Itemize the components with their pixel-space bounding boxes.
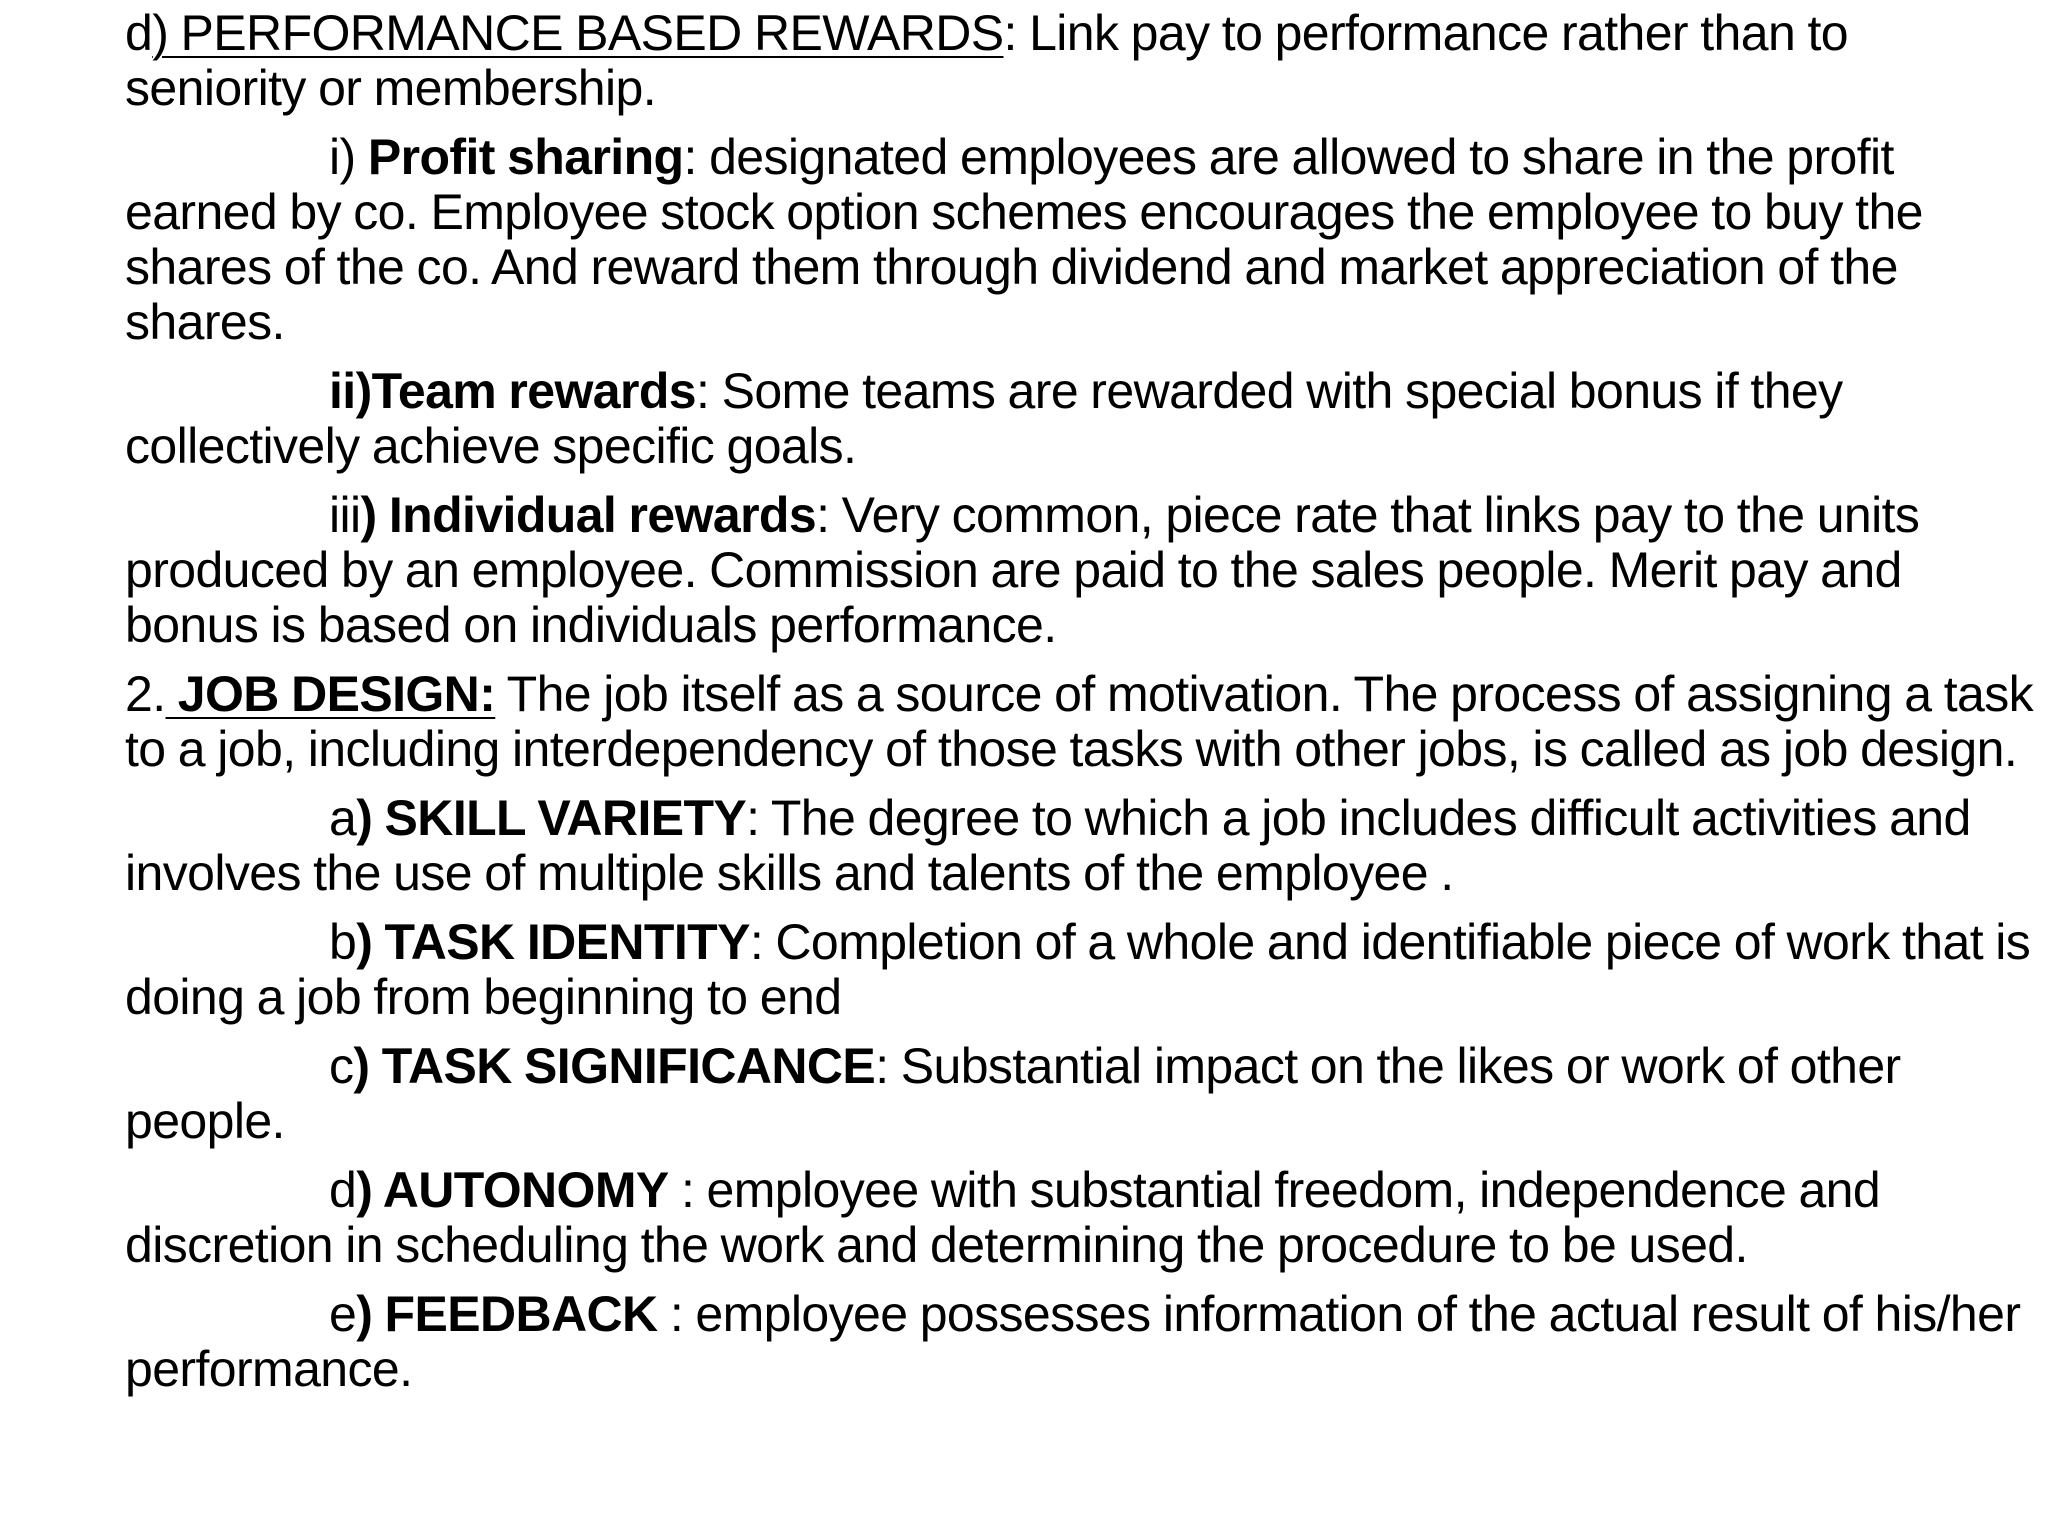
- paragraph-text: : Substantial impact on the likes or work of other people.: [125, 1038, 1901, 1149]
- paragraph-task-significance: [125, 1039, 2040, 1149]
- paragraph-heading: ii)Team rewards: [329, 363, 697, 419]
- paragraph-heading: Profit sharing: [367, 129, 684, 185]
- paragraph-heading: ) SKILL VARIETY: [356, 790, 747, 846]
- paragraph-prefix: iii: [329, 487, 361, 543]
- paragraph-individual-rewards: [125, 488, 2040, 653]
- paragraph-text: : Completion of a whole and identifiable piece of work that is doing a job from beginning to end: [125, 914, 2031, 1025]
- paragraph-prefix: i): [329, 129, 368, 185]
- paragraph-prefix: c: [329, 1038, 354, 1094]
- slide-body: [125, 6, 2040, 1397]
- paragraph-prefix: 2.: [125, 666, 166, 722]
- paragraph-heading: ) FEEDBACK: [356, 1286, 658, 1342]
- paragraph-text: : Very common, piece rate that links pay to the units produced by an employee. Commission are paid to the sales people. Merit pay and bonus is based on individuals performance.: [125, 487, 1920, 653]
- paragraph-heading: ) TASK IDENTITY: [356, 914, 750, 970]
- paragraph-text: : Some teams are rewarded with special bonus if they collectively achieve specific goals.: [125, 363, 1843, 474]
- paragraph-prefix: a: [329, 790, 357, 846]
- paragraph-text: : employee possesses information of the actual result of his/her performance.: [125, 1286, 2021, 1397]
- paragraph-heading: JOB DESIGN:: [165, 666, 496, 722]
- paragraph-heading: ) TASK SIGNIFICANCE: [353, 1038, 876, 1094]
- paragraph-heading: ) AUTONOMY: [356, 1162, 669, 1218]
- paragraph-feedback: [125, 1287, 2040, 1397]
- paragraph-job-design: [125, 667, 2040, 777]
- paragraph-text: The job itself as a source of motivation. The process of assigning a task to a job, including interdependency of those tasks with other jobs, is called as job design.: [125, 666, 2034, 777]
- paragraph-prefix: b: [329, 914, 357, 970]
- paragraph-task-identity: [125, 915, 2040, 1025]
- paragraph-heading: ) PERFORMANCE BASED REWARDS: [152, 5, 1004, 61]
- paragraph-text: : The degree to which a job includes difficult activities and involves the use of multiple skills and talents of the employee .: [125, 790, 1971, 901]
- paragraph-prefix: e: [329, 1286, 357, 1342]
- paragraph-team-rewards: [125, 364, 2040, 474]
- paragraph-performance-based-rewards: [125, 6, 2040, 116]
- paragraph-text: : employee with substantial freedom, independence and discretion in scheduling the work and determining the procedure to be used.: [125, 1162, 1881, 1273]
- paragraph-prefix: d: [329, 1162, 357, 1218]
- paragraph-autonomy: [125, 1163, 2040, 1273]
- paragraph-skill-variety: [125, 791, 2040, 901]
- paragraph-text: : designated employees are allowed to share in the profit earned by co. Employee stock option schemes encourages the employee to buy the shares of the co. And reward them through dividend and market appreciation of the shares.: [125, 129, 1923, 350]
- paragraph-heading: ) Individual rewards: [360, 487, 817, 543]
- paragraph-text: : Link pay to performance rather than to seniority or membership.: [125, 5, 1848, 116]
- paragraph-prefix: d: [125, 5, 153, 61]
- paragraph-profit-sharing: [125, 130, 2040, 350]
